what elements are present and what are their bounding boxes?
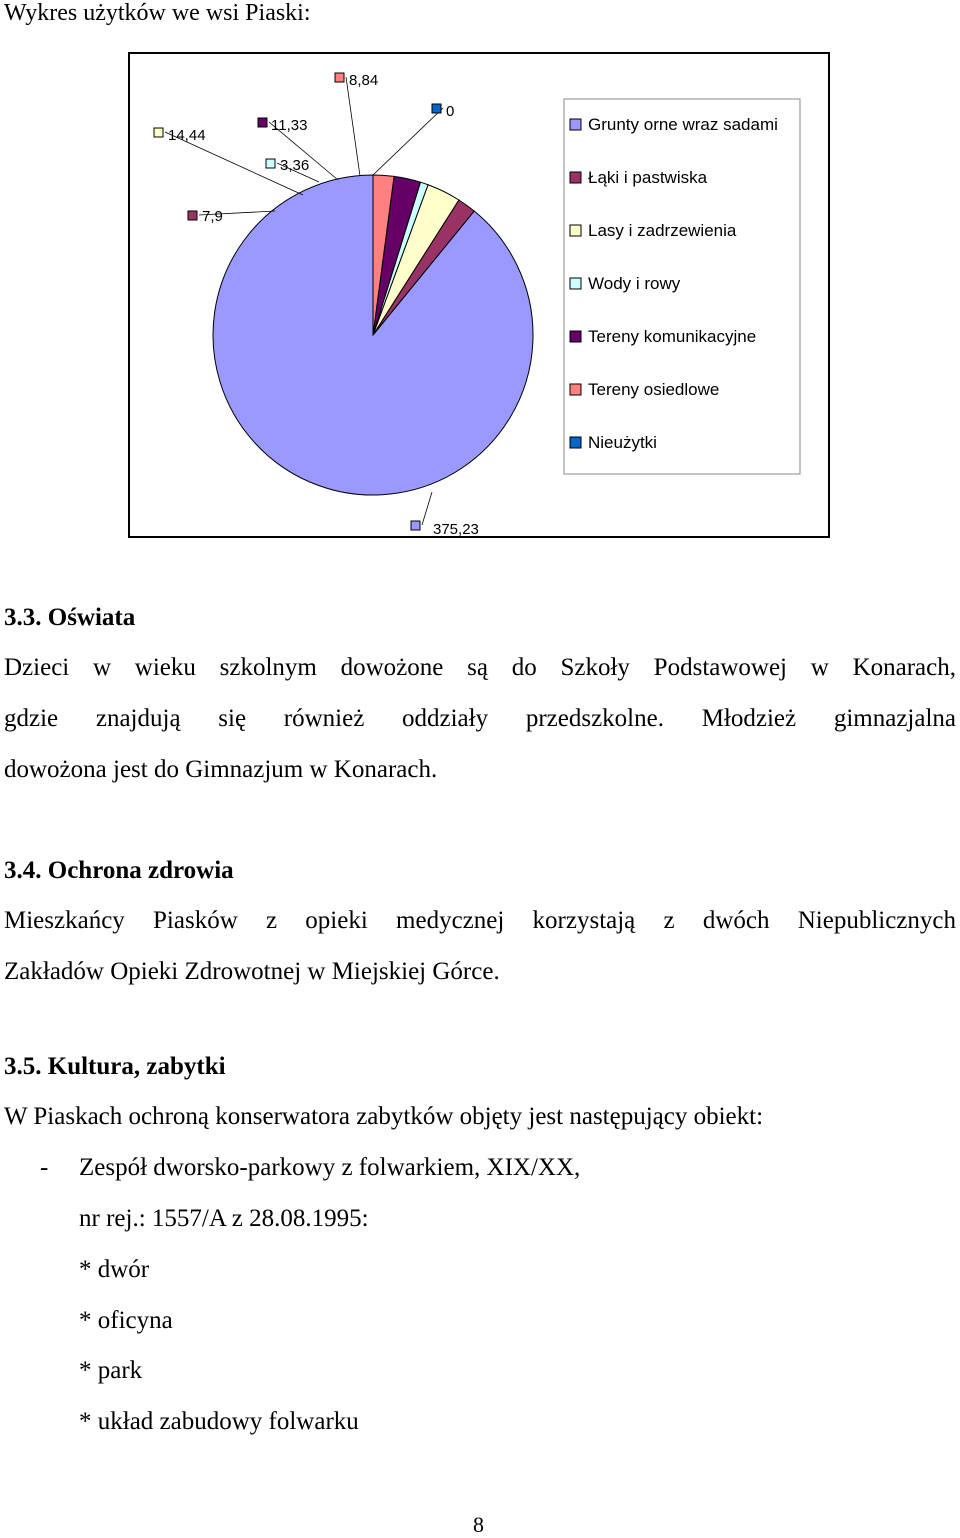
section-heading-oswiata: 3.3. Oświata [4, 604, 136, 631]
pie-value-label: 8,84 [349, 72, 379, 89]
pie-leader-line [346, 77, 360, 176]
legend-entry: Nieużytki [588, 433, 657, 452]
pie-value-label: 14,44 [168, 127, 206, 144]
legend-swatch [570, 225, 581, 236]
pie-chart [130, 54, 828, 536]
pie-label-swatch [188, 211, 197, 220]
chart-caption: Wykres użytków we wsi Piaski: [4, 0, 311, 26]
paragraph-line: Mieszkańcy Piasków z opieki medycznej korzystają z dwóch Niepublicznych [4, 907, 956, 934]
pie-label-swatch [266, 159, 275, 168]
pie-chart-frame [128, 52, 830, 538]
pie-label-swatch [411, 521, 420, 530]
monument-item-uklad-zabudowy: * układ zabudowy folwarku [79, 1408, 359, 1435]
paragraph-line: Zakładów Opieki Zdrowotnej w Miejskiej Górce. [4, 958, 500, 985]
legend-entry: Grunty orne wraz sadami [588, 115, 778, 134]
pie-value-label: 375,23 [433, 521, 479, 536]
pie-label-swatch [258, 118, 267, 127]
monument-item-park: * park [79, 1357, 143, 1384]
monument-name: Zespół dworsko-parkowy z folwarkiem, XIX/XX, [79, 1154, 581, 1181]
legend-swatch [570, 119, 581, 130]
legend-entry: Lasy i zadrzewienia [588, 221, 737, 240]
pie-leader-line [373, 108, 443, 175]
paragraph-line: W Piaskach ochroną konserwatora zabytków objęty jest następujący obiekt: [4, 1103, 764, 1130]
legend-swatch [570, 331, 581, 342]
pie-label-swatch [335, 73, 344, 82]
pie-label-swatch [432, 104, 441, 113]
monument-item-oficyna: * oficyna [79, 1307, 173, 1334]
legend-entry: Wody i rowy [588, 274, 681, 293]
pie-value-label: 3,36 [280, 157, 310, 174]
paragraph-line: gdzie znajdują się również oddziały przedszkolne. Młodzież gimnazjalna [4, 705, 956, 732]
section-heading-ochrona-zdrowia: 3.4. Ochrona zdrowia [4, 857, 234, 884]
legend-entry: Tereny osiedlowe [588, 380, 720, 399]
page-number: 8 [473, 1512, 484, 1537]
legend-swatch [570, 172, 581, 183]
legend-swatch [570, 437, 581, 448]
pie-value-label: 11,33 [271, 117, 308, 134]
paragraph-line: Dzieci w wieku szkolnym dowożone są do Szkoły Podstawowej w Konarach, [4, 654, 956, 681]
paragraph-line: dowożona jest do Gimnazjum w Konarach. [4, 756, 438, 783]
legend-swatch [570, 278, 581, 289]
legend-entry: Tereny komunikacyjne [588, 327, 757, 346]
legend-swatch [570, 384, 581, 395]
pie-value-label: 7,9 [202, 208, 223, 225]
pie-label-swatch [154, 128, 163, 137]
section-heading-kultura-zabytki: 3.5. Kultura, zabytki [4, 1053, 226, 1080]
pie-value-label: 0 [446, 103, 455, 120]
pie-leader-line [422, 492, 432, 525]
list-dash: - [40, 1154, 49, 1181]
legend-entry: Łąki i pastwiska [588, 168, 708, 187]
monument-item-dwor: * dwór [79, 1256, 150, 1283]
monument-registry: nr rej.: 1557/A z 28.08.1995: [79, 1205, 369, 1232]
